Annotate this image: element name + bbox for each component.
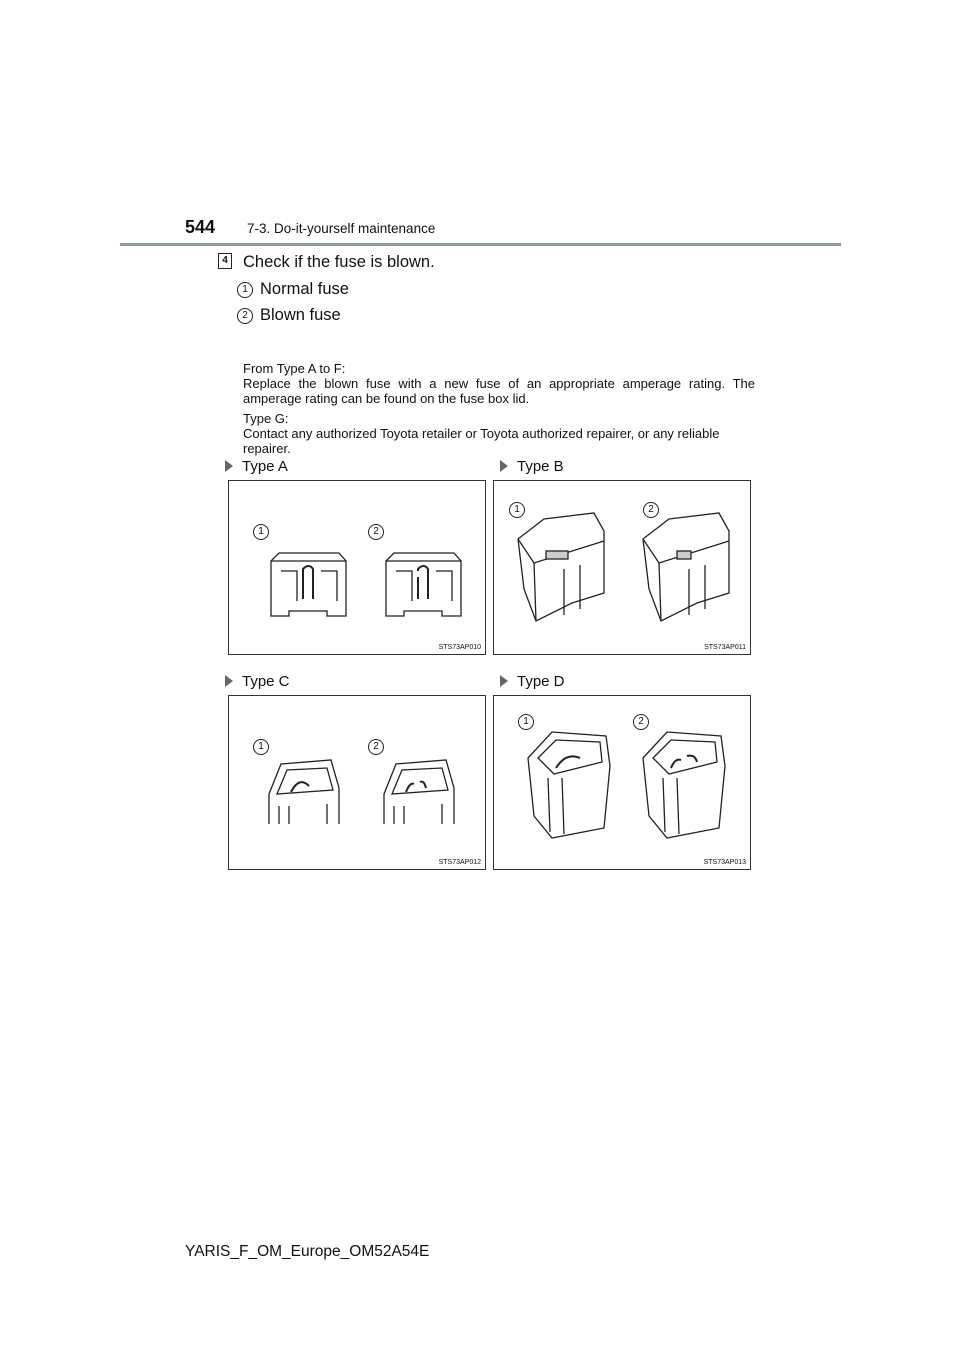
para-body-a-f: Replace the blown fuse with a new fuse of an appropriate amperage rating. The amperage rating can be found on the fuse box lid. <box>243 376 755 406</box>
header-rule <box>120 243 841 246</box>
figure-code: STS73AP010 <box>438 644 481 651</box>
circled-number-1: 1 <box>237 282 253 298</box>
figure-labels-row-2 <box>0 671 960 695</box>
para-body-g: Contact any authorized Toyota retailer or Toyota authorized repairer, or any reliable repairer. <box>243 426 720 456</box>
circled-number-1: 1 <box>253 524 269 540</box>
figures-row-2 <box>0 695 960 870</box>
circled-number-2: 2 <box>643 502 659 518</box>
legend-blown-fuse: Blown fuse <box>260 306 341 324</box>
figure-code: STS73AP011 <box>704 644 746 651</box>
circled-number-2: 2 <box>368 739 384 755</box>
triangle-bullet-icon <box>500 675 508 687</box>
document-footer-id: YARIS_F_OM_Europe_OM52A54E <box>185 1243 430 1260</box>
type-a-label: Type A <box>225 458 288 475</box>
figure-type-a <box>228 480 486 655</box>
type-c-label: Type C <box>225 673 290 690</box>
para-title-g: Type G: <box>243 411 289 426</box>
triangle-bullet-icon <box>225 675 233 687</box>
section-title: 7-3. Do-it-yourself maintenance <box>247 221 436 236</box>
step-text: Check if the fuse is blown. <box>243 253 435 271</box>
instructions <box>243 361 755 456</box>
figure-type-b <box>493 480 751 655</box>
circled-number-1: 1 <box>253 739 269 755</box>
fuse-type-b-illustration <box>494 481 750 654</box>
type-b-label: Type B <box>500 458 564 475</box>
circled-number-1: 1 <box>518 714 534 730</box>
figure-labels-row-1 <box>0 456 960 480</box>
circled-number-2: 2 <box>633 714 649 730</box>
triangle-bullet-icon <box>225 460 233 472</box>
row-spacer <box>0 655 960 671</box>
circled-number-1: 1 <box>509 502 525 518</box>
figure-type-d <box>493 695 751 870</box>
legend-normal-fuse: Normal fuse <box>260 280 349 298</box>
content-flow <box>0 361 960 870</box>
fuse-type-a-illustration <box>229 481 485 654</box>
page-number: 544 <box>185 217 216 237</box>
triangle-bullet-icon <box>500 460 508 472</box>
step-number-box: 4 <box>218 253 232 269</box>
figures-row-1 <box>0 480 960 655</box>
figure-code: STS73AP012 <box>438 859 481 866</box>
figure-code: STS73AP013 <box>703 859 746 866</box>
circled-number-2: 2 <box>368 524 384 540</box>
para-title-a-f: From Type A to F: <box>243 361 346 376</box>
figure-type-c <box>228 695 486 870</box>
fuse-type-c-illustration <box>229 696 485 869</box>
type-d-label: Type D <box>500 673 565 690</box>
circled-number-2: 2 <box>237 308 253 324</box>
